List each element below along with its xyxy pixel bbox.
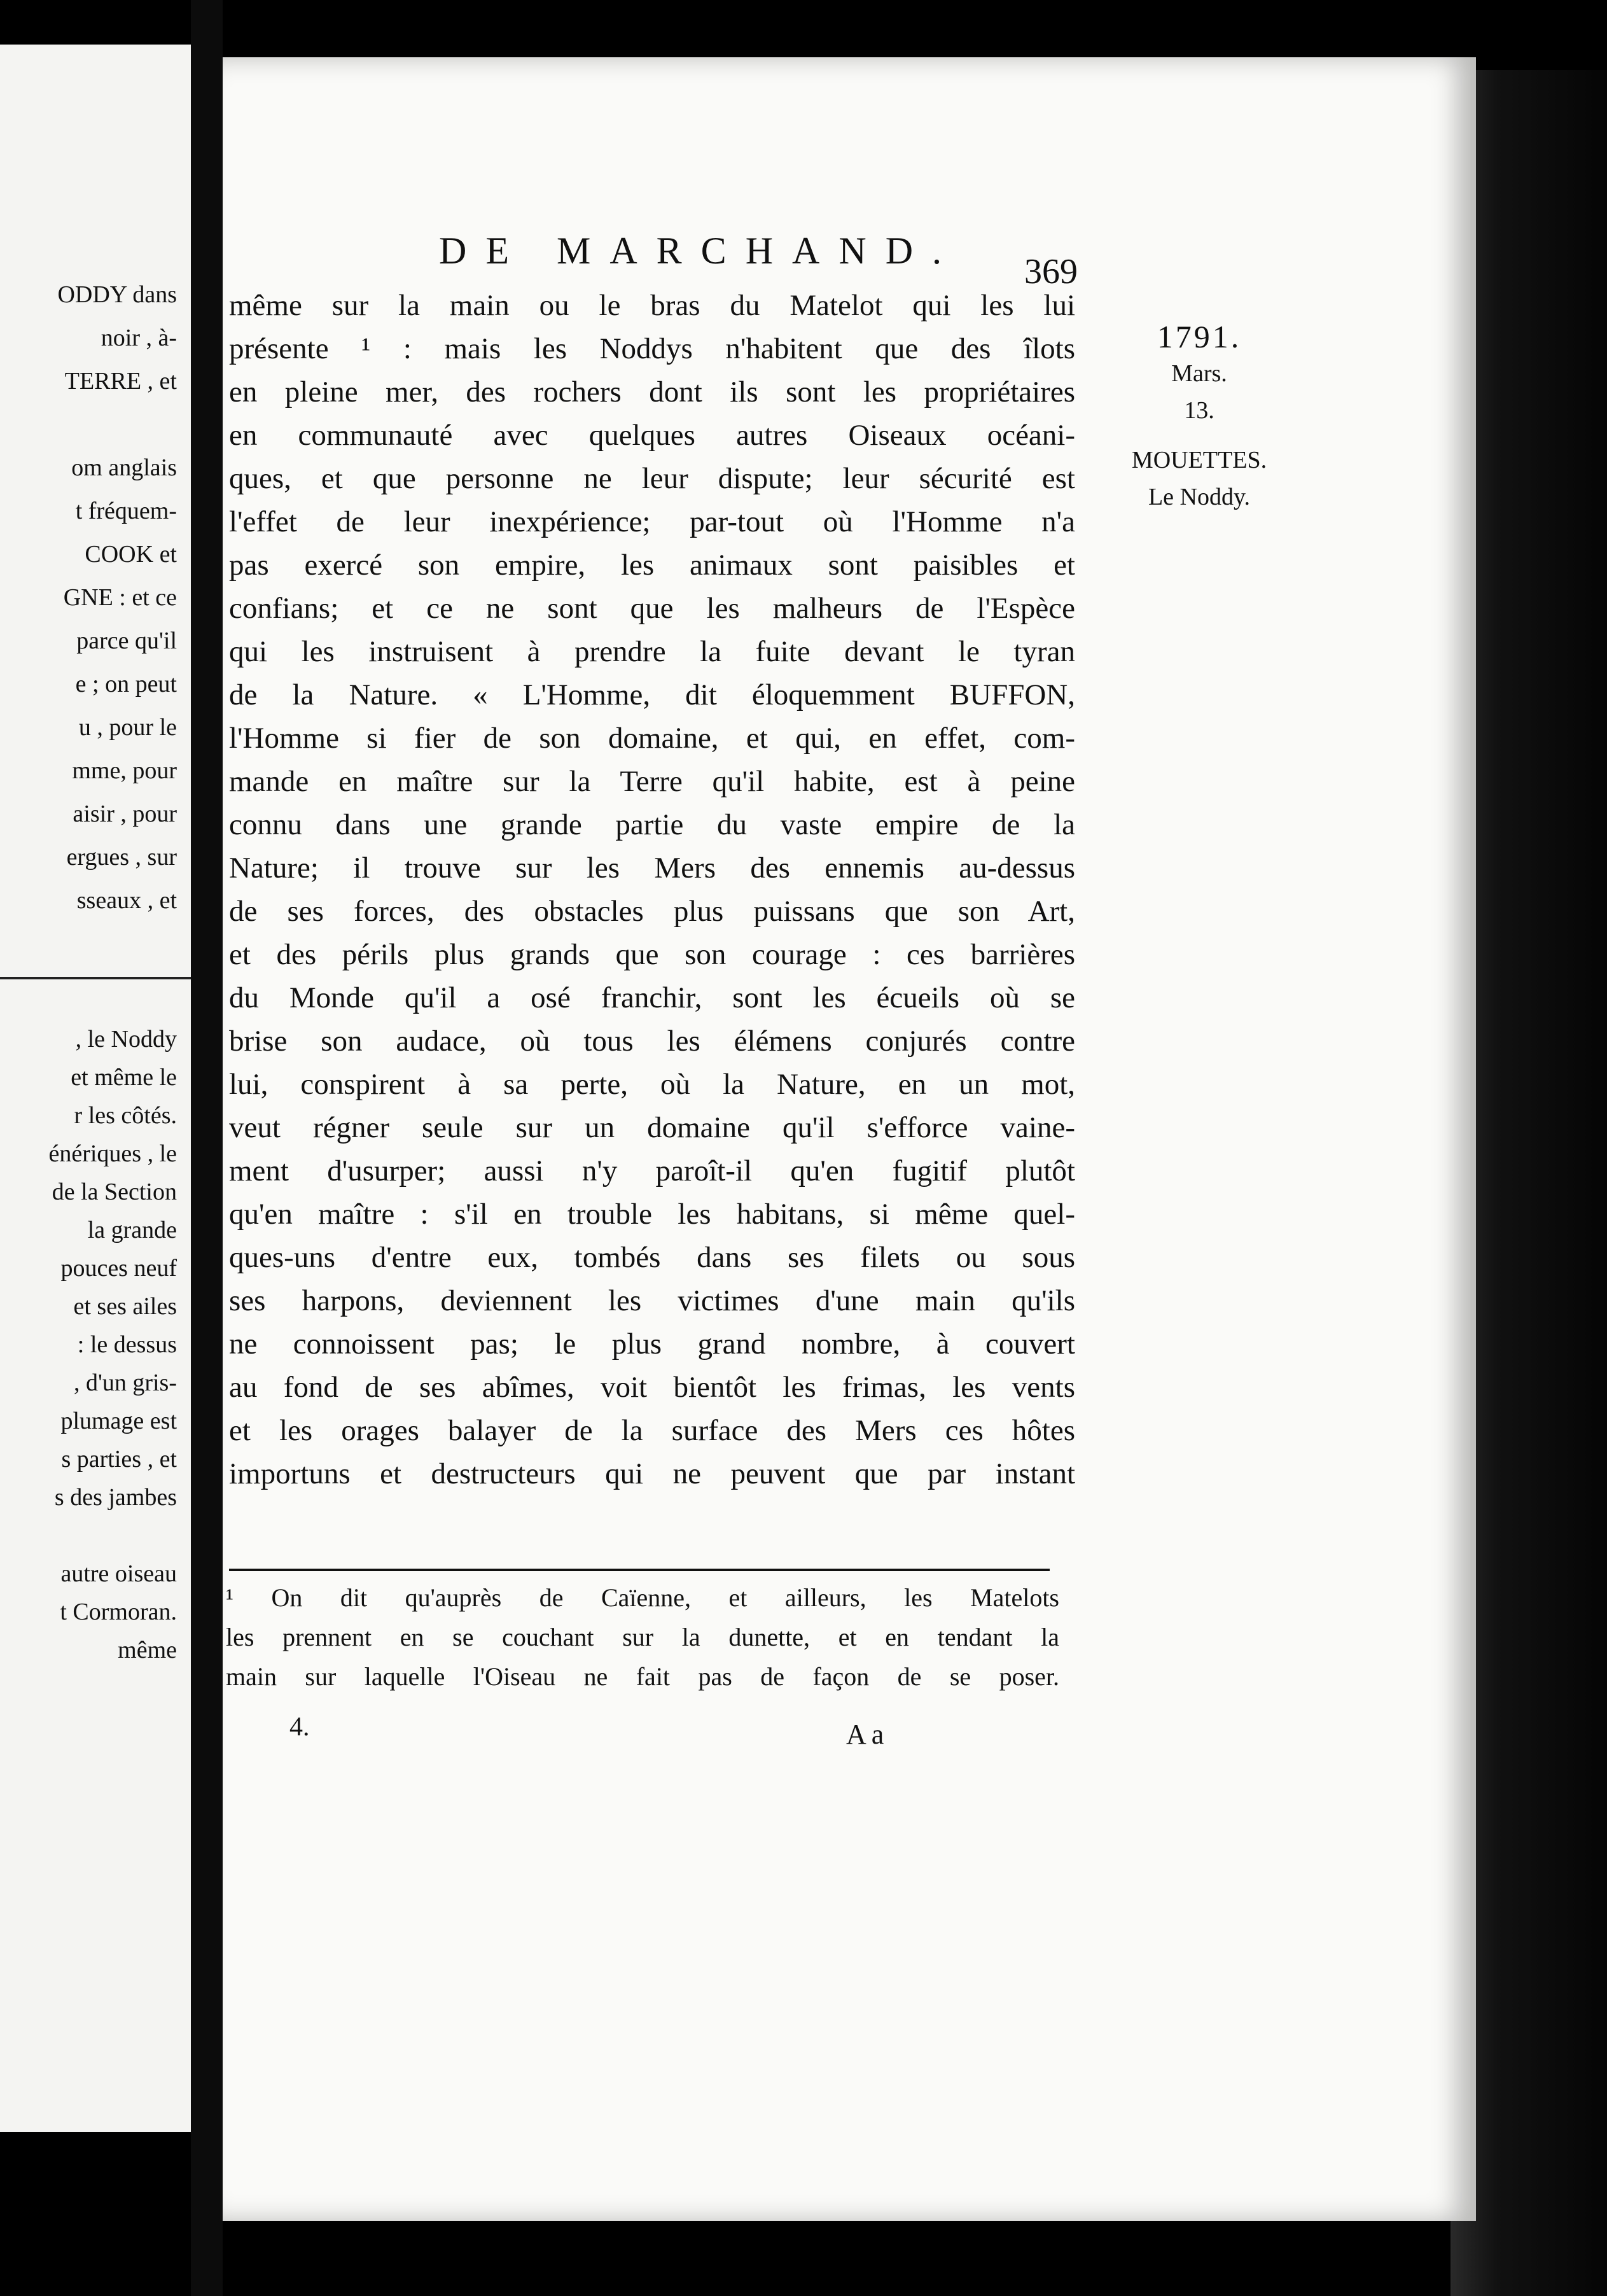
text-line: lui, conspirent à sa perte, où la Nature, en un mot, [229,1068,1075,1101]
text-line: et les orages balayer de la surface des Mers ces hôtes [229,1414,1075,1447]
text-line: Nature; il trouve sur les Mers des ennemis au-dessus [229,851,1075,885]
text-line: et ses ailes [73,1293,177,1320]
text-line: u , pour le [78,714,177,741]
text-line: brise son audace, où tous les élémens conjurés contre [229,1025,1075,1058]
text-line: de la Nature. « L'Homme, dit éloquemment BUFFON, [229,678,1075,711]
catchword: Aa [846,1719,889,1750]
running-title: DE MARCHAND. [439,230,961,272]
text-line: et des périls plus grands que son courage : ces barrières [229,938,1075,971]
page-number: 369 [1024,252,1078,291]
text-line: autre oiseau [60,1560,177,1587]
margin-month: Mars. [1171,360,1227,387]
text-line: , d'un gris- [73,1369,177,1396]
text-line: du Monde qu'il a osé franchir, sont les écueils où se [229,981,1075,1014]
text-line: ques-uns d'entre eux, tombés dans ses filets ou sous [229,1241,1075,1274]
text-line: au fond de ses abîmes, voit bientôt les frimas, les vents [229,1371,1075,1404]
margin-day: 13. [1184,397,1214,424]
book-gutter [191,0,223,2296]
text-line: : le dessus [77,1331,177,1358]
text-line: ¹ On dit qu'auprès de Caïenne, et ailleurs, les Matelots [226,1583,1059,1612]
text-line: noir , à- [101,325,177,351]
text-line: t Cormoran. [60,1599,177,1625]
previous-page-footnote-rule [0,977,191,979]
text-line: de ses forces, des obstacles plus puissans que son Art, [229,895,1075,928]
text-line: main sur laquelle l'Oiseau ne fait pas de façon de se poser. [226,1662,1059,1691]
margin-subtopic: Le Noddy. [1148,484,1251,510]
text-line: pas exercé son empire, les animaux sont paisibles et [229,549,1075,582]
text-line: s des jambes [54,1484,177,1511]
text-line: de la Section [52,1179,177,1205]
text-line: plumage est [60,1408,177,1434]
text-line: s parties , et [61,1446,177,1473]
text-line: en pleine mer, des rochers dont ils sont les propriétaires [229,375,1075,409]
text-line: énériques , le [48,1140,177,1167]
text-line: om anglais [71,454,177,481]
text-line: qui les instruisent à prendre la fuite devant le tyran [229,635,1075,668]
previous-page-fragment [0,45,195,2132]
text-line: l'effet de leur inexpérience; par-tout où l'Homme n'a [229,505,1075,538]
text-line: ergues , sur [66,844,177,871]
signature-mark: 4. [289,1712,310,1742]
text-line: mande en maître sur la Terre qu'il habite, est à peine [229,765,1075,798]
text-line: TERRE , et [64,368,177,395]
text-line: les prennent en se couchant sur la dunette, et en tendant la [226,1623,1059,1651]
text-line: pouces neuf [60,1255,177,1282]
text-line: ne connoissent pas; le plus grand nombre, à couvert [229,1327,1075,1361]
text-line: aisir , pour [73,801,177,827]
text-line: même [118,1637,177,1663]
margin-notes [1126,318,1272,515]
text-line: e ; on peut [75,671,177,697]
text-line: GNE : et ce [63,584,177,611]
text-line: r les côtés. [74,1102,177,1129]
text-line: présente ¹ : mais les Noddys n'habitent que des îlots [229,332,1075,365]
footnote-rule [229,1569,1050,1571]
text-line: ODDY dans [57,281,177,308]
text-line: même sur la main ou le bras du Matelot qui les lui [229,289,1075,322]
text-line: mme, pour [72,757,177,784]
text-line: ment d'usurper; aussi n'y paroît-il qu'en fugitif plutôt [229,1154,1075,1187]
text-line: parce qu'il [76,627,177,654]
text-line: sseaux , et [76,887,177,914]
text-line: la grande [87,1217,177,1243]
margin-year: 1791. [1157,319,1242,354]
text-line: en communauté avec quelques autres Oiseaux océani- [229,419,1075,452]
text-line: ses harpons, deviennent les victimes d'une main qu'ils [229,1284,1075,1317]
text-line: qu'en maître : s'il en trouble les habitans, si même quel- [229,1198,1075,1231]
text-line: t fréquem- [75,498,177,524]
text-line: ques, et que personne ne leur dispute; leur sécurité est [229,462,1075,495]
text-line: , le Noddy [75,1026,177,1053]
text-line: l'Homme si fier de son domaine, et qui, en effet, com- [229,722,1075,755]
text-line: COOK et [85,541,177,568]
text-line: connu dans une grande partie du vaste empire de la [229,808,1075,841]
margin-topic: MOUETTES. [1131,447,1267,473]
text-line: importuns et destructeurs qui ne peuvent que par instant [229,1457,1075,1490]
text-line: veut régner seule sur un domaine qu'il s'efforce vaine- [229,1111,1075,1144]
text-line: confians; et ce ne sont que les malheurs de l'Espèce [229,592,1075,625]
text-line: et même le [71,1064,177,1091]
